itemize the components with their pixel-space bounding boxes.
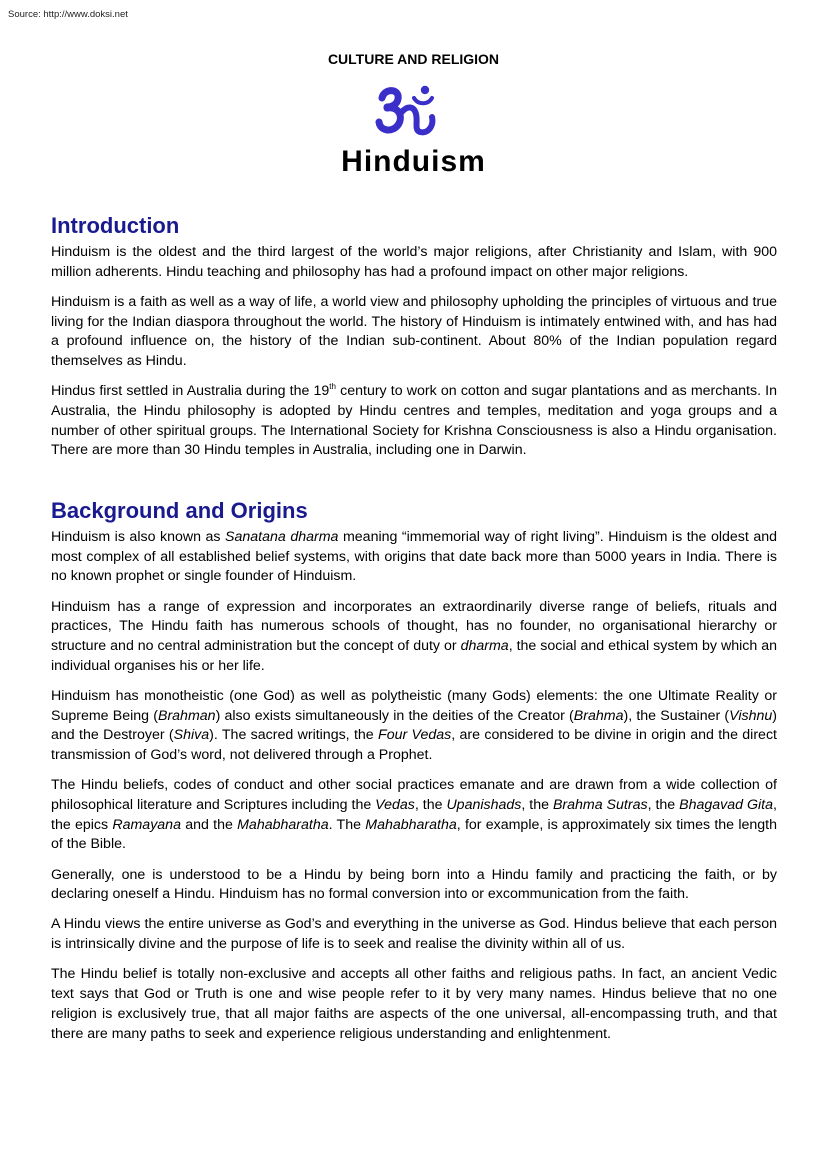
background-paragraph-2: Hinduism has a range of expression and incorporates an extraordinarily diverse range of beliefs, rituals and practices, The Hindu faith has numerous schools of thought, has no founder, no organisational hierarchy or structure and no central administration but the concept of duty or dharma, the social and ethical system by which an individual organises his or her life. bbox=[51, 598, 778, 674]
document-body bbox=[51, 211, 777, 1055]
section-heading-introduction: Introduction bbox=[51, 213, 180, 238]
background-paragraph-4: The Hindu beliefs, codes of conduct and other social practices emanate and are drawn from a wide collection of philosophical literature and Scriptures including the Vedas, the Upanishads, the Brahma Sutras, the Bhagavad Gita, the epics Ramayana and the Mahabharatha. The Mahabharatha, for example, is approximately six times the length of the Bible. bbox=[51, 777, 777, 853]
background-paragraph-3: Hinduism has monotheistic (one God) as well as polytheistic (many Gods) elements: the one Ultimate Reality or Supreme Being (Brahman) also exists simultaneously in the deities of the Creator (Brahma), the Sustainer (Vishnu) and the Destroyer (Shiva). The sacred writings, the Four Vedas, are considered to be divine in origin and the direct transmission of God’s word, not delivered through a Prophet. bbox=[51, 687, 777, 764]
om-symbol-icon bbox=[374, 84, 440, 140]
intro-paragraph-1: Hinduism is the oldest and the third largest of the world’s major religions, after Christianity and Islam, with 900 million adherents. Hindu teaching and philosophy has had a profound impact on other major religions. bbox=[51, 244, 777, 280]
background-paragraph-1: Hinduism is also known as Sanatana dharma meaning “immemorial way of right living”. Hinduism is the oldest and most complex of all established belief systems, with origins that date back more than 5000 years in India. There is no known prophet or single founder of Hinduism. bbox=[51, 529, 778, 585]
background-paragraph-6: A Hindu views the entire universe as God’s and everything in the universe as God. Hindus believe that each person is intrinsically divine and the purpose of life is to seek and realise the divinity within all of us. bbox=[51, 916, 777, 953]
document-kicker: CULTURE AND RELIGION bbox=[327, 51, 500, 67]
background-paragraph-7: The Hindu belief is totally non-exclusive and accepts all other faiths and religious paths. In fact, an ancient Vedic text says that God or Truth is one and wise people refer to it by very many names. Hindus believe that no one religion is exclusively true, that all major faiths are aspects of the one universal, all-encompassing truth, and that there are many paths to seek and experience religious understanding and enlightenment. bbox=[51, 966, 777, 1042]
source-note: Source: http://www.doksi.net bbox=[8, 9, 128, 20]
section-heading-background: Background and Origins bbox=[51, 498, 308, 524]
intro-paragraph-2: Hinduism is a faith as well as a way of life, a world view and philosophy upholding the principles of virtuous and true living for the Indian diaspora throughout the world. The history of Hinduism is intimately entwined with, and has had a profound influence on, the history of the Indian sub-continent. About 80% of the Indian population regard themselves as Hindu. bbox=[51, 293, 777, 370]
intro-paragraph-3: Hindus first settled in Australia during the 19th century to work on cotton and sugar plantations and as merchants. In Australia, the Hindu philosophy is adopted by Hindu centres and temples, meditation and yoga groups and a number of other spiritual groups. The International Society for Krishna Consciousness is also a Hindu organisation. There are more than 30 Hindu temples in Australia, including one in Darwin. bbox=[51, 382, 777, 459]
document-title: Hinduism bbox=[341, 145, 486, 178]
background-paragraph-5: Generally, one is understood to be a Hindu by being born into a Hindu family and practicing the faith, or by declaring oneself a Hindu. Hinduism has no formal conversion into or excommunication from the faith. bbox=[51, 866, 777, 903]
